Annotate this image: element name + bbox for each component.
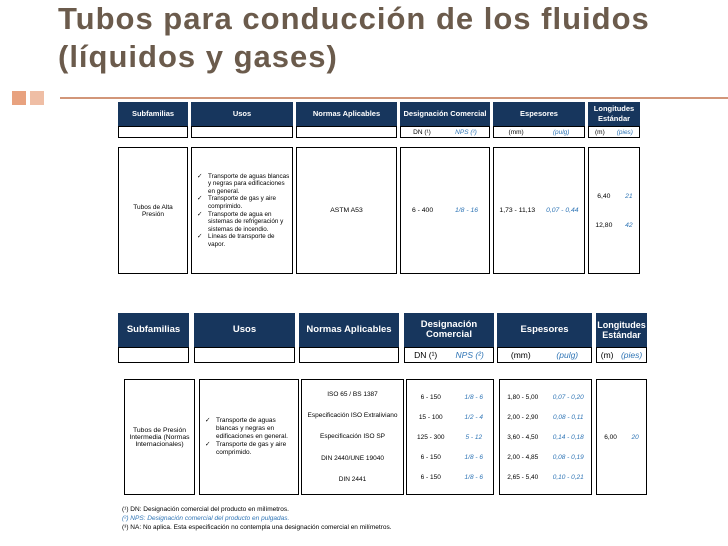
header-subfamilias: Subfamilias	[118, 102, 188, 126]
t2-usos	[199, 379, 299, 495]
t2-norma-5: DIN 2441	[338, 475, 367, 483]
t2-longitudes	[596, 379, 647, 495]
t2-pulg-2: 0,08 - 0,11	[552, 413, 584, 421]
t1-designacion	[400, 147, 490, 274]
t2-norma-1: ISO 65 / BS 1387	[327, 391, 378, 399]
t2-mm-5: 2,65 - 5,40	[507, 473, 539, 481]
t1-uso-2: ✓ Transporte de gas y aire comprimido.	[208, 195, 290, 210]
t2-mm-4: 2,00 - 4,85	[507, 453, 539, 461]
divider-square-2	[30, 91, 44, 105]
t1-pies-2: 42	[625, 221, 633, 229]
divider-square	[12, 91, 26, 105]
t2-subfamilia: Tubos de Presión Intermedia (Normas Internacionales)	[124, 379, 195, 495]
t2-pulg-5: 0,10 - 0,21	[552, 473, 584, 481]
t1-m-1: 6,40	[597, 192, 611, 200]
t2-pulg-1: 0,07 - 0,20	[552, 393, 584, 401]
header2-usos: Usos	[194, 313, 295, 347]
unit2-dn: DN (¹)	[414, 350, 438, 360]
t1-uso-1: ✓ Transporte de aguas blancas y negras para edificaciones en general.	[208, 173, 290, 196]
t2-pies: 20	[631, 433, 639, 441]
unit2-nps: NPS (²)	[455, 350, 484, 360]
units-designacion	[400, 126, 490, 138]
t2-dn-4: 6 - 150	[420, 453, 441, 461]
t2-norma-2: Especificación ISO Extraliviano	[307, 412, 398, 420]
t1-m-2: 12,80	[595, 221, 613, 229]
t1-dn: 6 - 400	[411, 207, 434, 214]
t2-mm-3: 3,60 - 4,50	[507, 433, 539, 441]
header2-espesores: Espesores	[497, 313, 592, 347]
unit-pies: (pies)	[616, 128, 633, 136]
units-empty-1	[118, 126, 188, 138]
t1-usos	[191, 147, 293, 274]
t1-pulg: 0,07 - 0,44	[546, 207, 579, 214]
t2-pulg-3: 0,14 - 0,18	[552, 433, 584, 441]
header-designacion: Designación Comercial	[400, 102, 490, 126]
t1-uso-4: ✓ Líneas de transporte de vapor.	[208, 233, 290, 248]
units2-longitudes	[596, 347, 647, 363]
footnote-2: (²) NPS: Designación comercial del producto en pulgadas.	[122, 515, 290, 522]
unit2-m: (m)	[600, 350, 614, 360]
t2-nps-1: 1/8 - 6	[464, 393, 483, 401]
t2-mm-1: 1,80 - 5,00	[507, 393, 539, 401]
title-line-1: Tubos para conducción de los fluidos	[58, 1, 650, 36]
t2-nps-4: 1/8 - 6	[464, 453, 483, 461]
header2-longitudes: Longitudes Estándar	[596, 313, 647, 347]
units-empty-2	[191, 126, 293, 138]
header2-subfamilias: Subfamilias	[118, 313, 189, 347]
t2-dn-1: 6 - 150	[420, 393, 441, 401]
header-usos: Usos	[191, 102, 293, 126]
units2-empty-1	[118, 347, 189, 363]
t2-mm-2: 2,00 - 2,90	[507, 413, 539, 421]
unit-m: (m)	[594, 128, 605, 136]
header-normas: Normas Aplicables	[296, 102, 397, 126]
t2-normas	[301, 379, 404, 495]
footnote-1: (¹) DN: Designación comercial del producto en milímetros.	[122, 506, 289, 513]
t2-uso-2: ✓ Transporte de gas y aire comprimido.	[216, 441, 296, 457]
units2-empty-3	[299, 347, 399, 363]
t1-espesores	[493, 147, 585, 274]
t1-nps: 1/8 - 16	[454, 207, 479, 214]
unit-mm: (mm)	[508, 128, 524, 136]
t2-espesores	[499, 379, 592, 495]
unit-dn: DN (¹)	[413, 128, 431, 136]
units2-empty-2	[194, 347, 295, 363]
t2-norma-4: DIN 2440/UNE 19040	[321, 454, 384, 462]
header2-designacion: Designación Comercial	[404, 313, 494, 347]
units-espesores	[493, 126, 585, 138]
header-espesores: Espesores	[493, 102, 585, 126]
unit2-pies: (pies)	[620, 350, 643, 360]
divider-line	[60, 97, 728, 99]
t2-pulg-4: 0,08 - 0,19	[552, 453, 584, 461]
t1-subfamilia: Tubos de Alta Presión	[118, 147, 188, 274]
t1-uso-3: ✓ Transporte de agua en sistemas de refrigeración y sistemas de incendio.	[208, 211, 290, 234]
t2-nps-3: 5 - 12	[465, 433, 483, 441]
slide-title	[58, 0, 718, 76]
header-longitudes: Longitudes Estándar	[588, 102, 640, 126]
t2-dn-2: 15 - 100	[418, 413, 443, 421]
t2-dn-3: 125 - 300	[417, 433, 445, 441]
t1-mm: 1,73 - 11,13	[499, 207, 536, 214]
units-longitudes	[588, 126, 640, 138]
t2-m: 6,00	[604, 433, 617, 441]
unit-pulg: (pulg)	[552, 128, 570, 136]
unit2-pulg: (pulg)	[556, 350, 579, 360]
t2-designacion	[406, 379, 494, 495]
units2-designacion	[404, 347, 494, 363]
t1-pies-1: 21	[625, 192, 633, 200]
t1-longitudes	[588, 147, 640, 274]
unit2-mm: (mm)	[510, 350, 531, 360]
units-empty-3	[296, 126, 397, 138]
units2-espesores	[497, 347, 592, 363]
t2-uso-1: ✓ Transporte de aguas blancas y negras en edificaciones en general.	[216, 417, 296, 441]
unit-nps: NPS (²)	[455, 128, 477, 136]
t2-dn-5: 6 - 150	[420, 473, 441, 481]
t2-nps-2: 1/2 - 4	[464, 413, 483, 421]
t2-norma-3: Especificación ISO SP	[319, 433, 386, 441]
title-line-2: (líquidos y gases)	[58, 39, 338, 74]
t1-norma: ASTM A53	[296, 147, 397, 274]
footnote-3: (³) NA: No aplica. Esta especificación no contempla una designación comercial en milímetros.	[122, 524, 392, 531]
t2-nps-5: 1/8 - 6	[464, 473, 483, 481]
header2-normas: Normas Aplicables	[299, 313, 399, 347]
